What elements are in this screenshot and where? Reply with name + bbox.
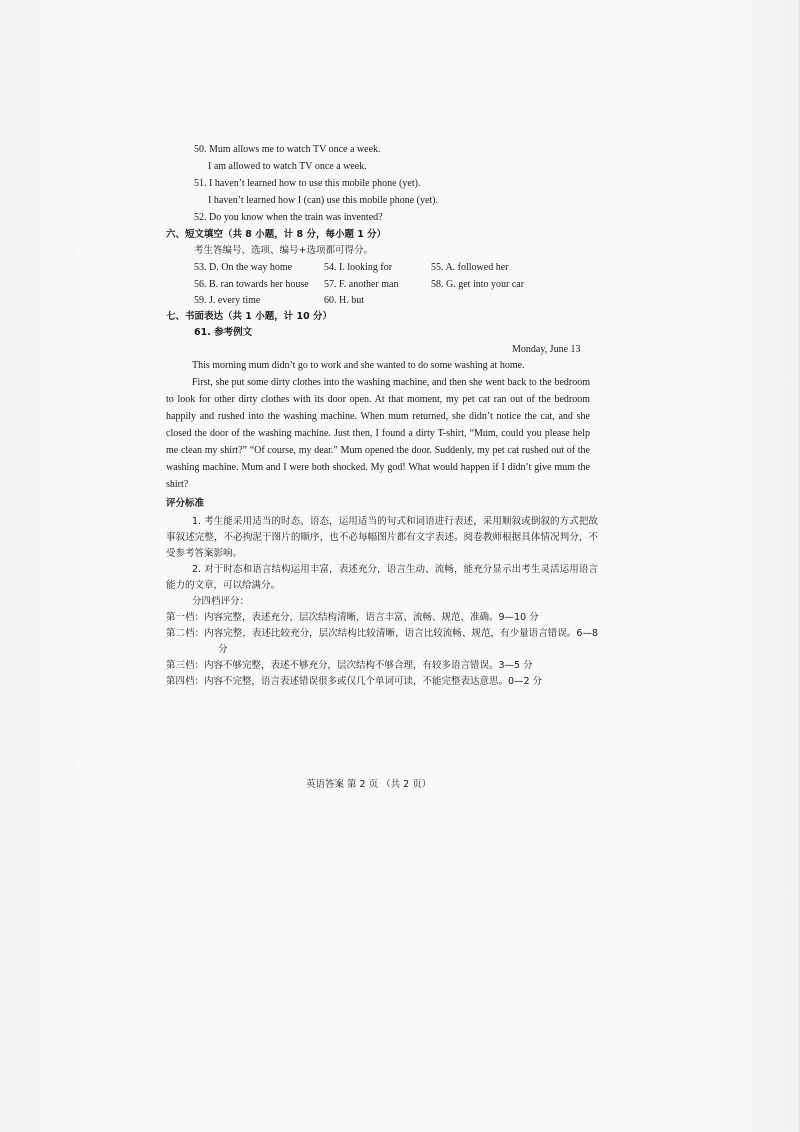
grading-point-1: 1. 考生能采用适当的时态、语态，运用适当的句式和词语进行表述，采用顺叙或倒叙的方式把故事叙述完整，不必拘泥于图片的顺序，也不必每幅图片都有文字表述。阅卷教师根据具体情况判分，不受参考答案影响。 [166, 516, 598, 559]
answer-54: 54. I. looking for [324, 262, 393, 273]
grading-tier: 第四档：内容不完整，语言表述错误很多或仅几个单词可读，不能完整表达意思。0—2 分 [166, 676, 543, 687]
grading-criteria [166, 514, 598, 690]
section-7-heading: 七、书面表达（共 1 小题，计 10 分） [166, 311, 333, 322]
answer-57: 57. F. another man [324, 279, 399, 290]
grading-tiers-intro: 分四档评分： [192, 596, 250, 607]
answer-50-alt: I am allowed to watch TV once a week. [208, 161, 367, 172]
answer-56: 56. B. ran towards her house [194, 279, 309, 290]
answer-51-alt: I haven’t learned how I (can) use this mobile phone (yet). [208, 195, 439, 206]
grading-tier: 第三档：内容不够完整，表述不够充分，层次结构不够合理，有较多语言错误。3—5 分 [166, 660, 533, 671]
essay-paragraph: First, she put some dirty clothes into the washing machine, and then she went back to the bedroom to look for other dirty clothes with its door open. At that moment, my pet cat ran out of the bedroom happily and rushed into the washing machine. When mum returned, she didn’t notice the cat, and she closed the door of the washing machine. Just then, I found a dirty T-shirt, “Mum, could you please help me clean my shirt?” “Of course, my dear.” Mum opened the door. Suddenly, my pet cat rushed out of the washing machine. Mum and I were both shocked. My god! What would happen if I didn’t give mum the shirt? [166, 377, 590, 490]
grading-heading: 评分标准 [166, 498, 205, 509]
grading-tier: 第一档：内容完整，表述充分，层次结构清晰，语言丰富、流畅、规范、准确。9—10 分 [166, 612, 539, 623]
section-6-row [194, 278, 581, 292]
section-6-note: 考生答编号、选项、编号+选项都可得分。 [194, 245, 373, 256]
section-6-heading: 六、短文填空（共 8 小题，计 8 分，每小题 1 分） [166, 229, 387, 240]
essay-paragraph: This morning mum didn’t go to work and she wanted to do some washing at home. [192, 360, 525, 371]
answer-59: 59. J. every time [194, 295, 261, 306]
answer-50: 50. Mum allows me to watch TV once a week. [194, 144, 381, 155]
essay-date: Monday, June 13 [512, 344, 581, 355]
page-footer: 英语答案 第 2 页 （共 2 页） [306, 779, 432, 790]
answer-52: 52. Do you know when the train was invented? [194, 212, 383, 223]
answer-55: 55. A. followed her [431, 262, 509, 273]
section-6-row [194, 261, 581, 275]
section-6-row [194, 294, 431, 308]
answer-58: 58. G. get into your car [431, 279, 525, 290]
answer-51: 51. I haven’t learned how to use this mobile phone (yet). [194, 178, 421, 189]
grading-tier: 第二档：内容完整，表述比较充分，层次结构比较清晰，语言比较流畅、规范，有少量语言错误。6—8 分 [166, 628, 598, 655]
answer-53: 53. D. On the way home [194, 262, 293, 273]
grading-point-2: 2. 对于时态和语言结构运用丰富，表述充分，语言生动、流畅，能充分显示出考生灵活运用语言能力的文章，可以给满分。 [166, 564, 598, 591]
sample-essay [166, 357, 590, 493]
answer-60: 60. H. but [324, 295, 364, 306]
section-7-sub: 61. 参考例文 [194, 327, 253, 338]
